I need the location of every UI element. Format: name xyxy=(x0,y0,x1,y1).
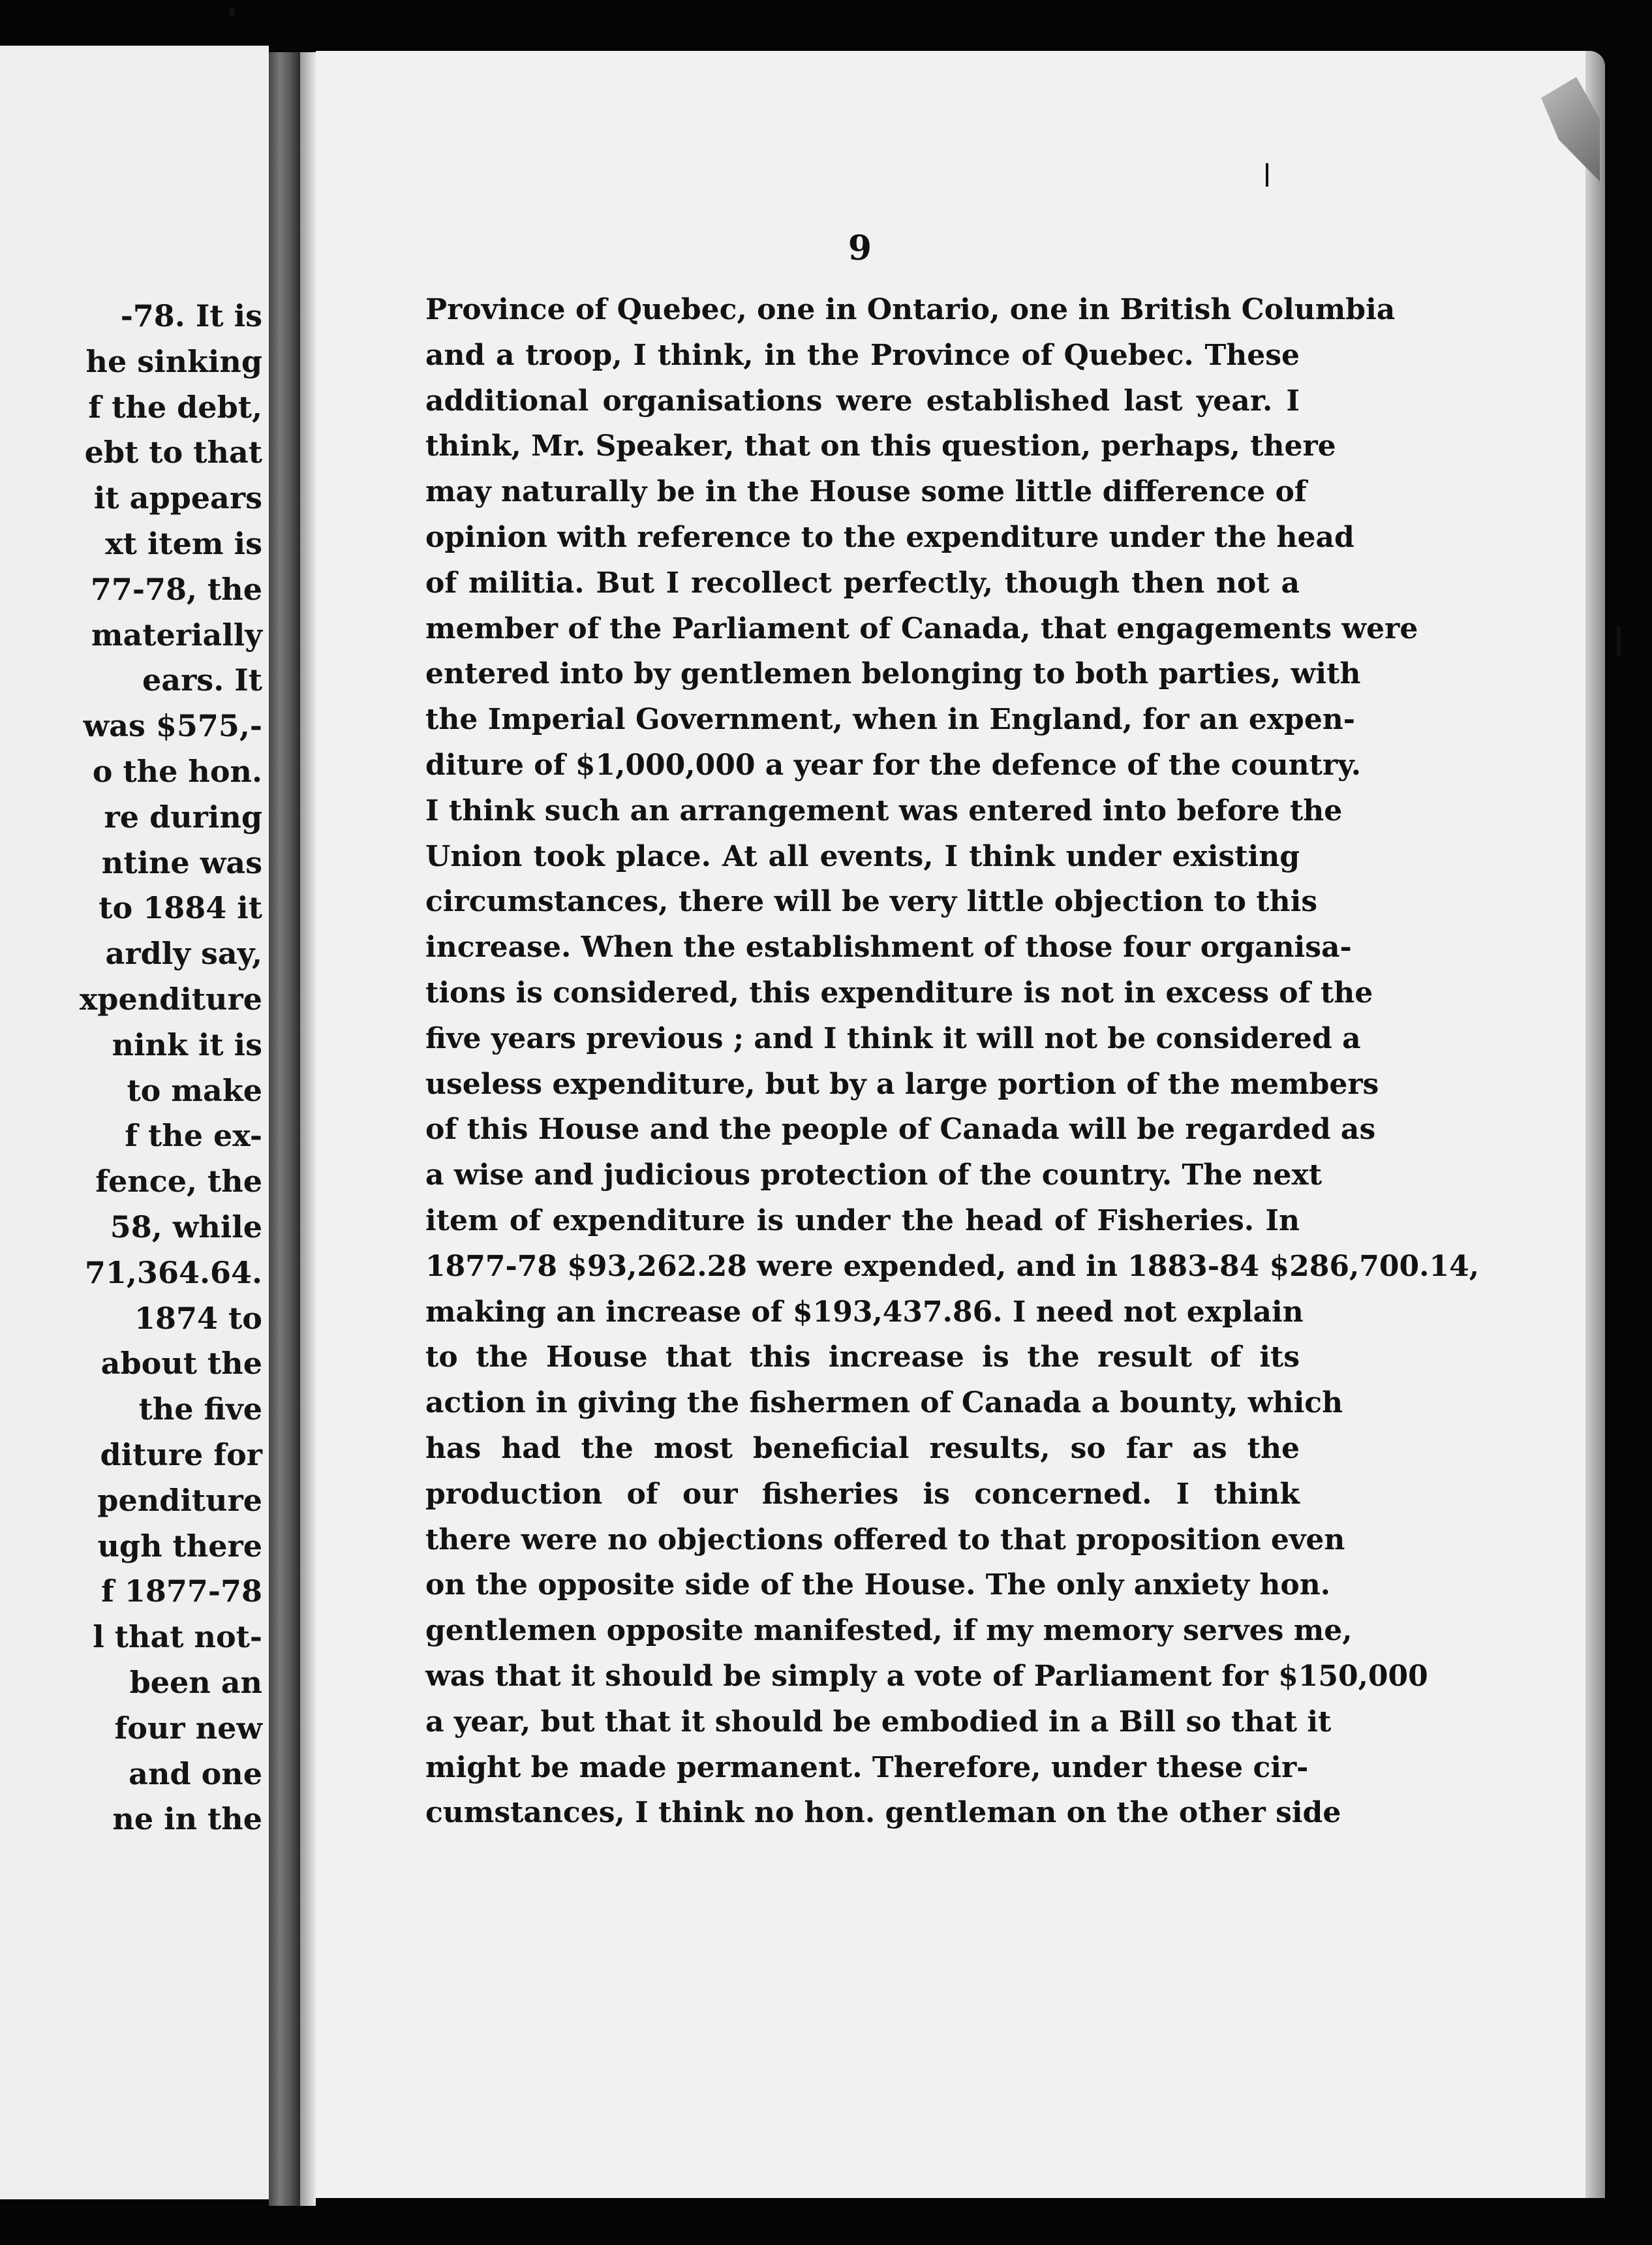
left-page-line: f the debt, xyxy=(88,389,262,425)
left-page-line: ugh there xyxy=(97,1528,262,1564)
left-page-line: fence, the xyxy=(95,1164,262,1200)
left-page-line: to 1884 it xyxy=(99,890,262,926)
left-page-line: ne in the xyxy=(112,1801,262,1837)
page-number: 9 xyxy=(848,228,872,268)
left-page-line: 77-78, the xyxy=(90,571,262,607)
body-text-line: making an increase of $193,437.86. I need not explain xyxy=(425,1295,1304,1329)
left-page-line: f 1877-78 xyxy=(101,1573,262,1609)
body-text-line: cumstances, I think no hon. gentleman on the other side xyxy=(425,1796,1341,1830)
body-text-line: there were no objections offered to that proposition even xyxy=(425,1523,1345,1556)
body-text-line: five years previous ; and I think it will not be considered a xyxy=(425,1021,1361,1055)
body-text-line: production of our fisheries is concerned. I think xyxy=(425,1477,1300,1511)
body-text-line: may naturally be in the House some little difference of xyxy=(425,475,1307,509)
left-page-line: l that not- xyxy=(93,1619,262,1655)
left-page-line: penditure xyxy=(97,1482,262,1518)
scan-speck xyxy=(1617,627,1621,657)
left-page-line: ardly say, xyxy=(105,936,262,972)
body-text-line: entered into by gentlemen belonging to both parties, with xyxy=(425,657,1361,691)
body-text-line: and a troop, I think, in the Province of Quebec. These xyxy=(425,338,1300,372)
gutter-shadow xyxy=(300,52,316,2206)
body-text-line: of this House and the people of Canada will be regarded as xyxy=(425,1113,1376,1147)
body-text-line: additional organisations were established last year. I xyxy=(425,384,1300,418)
left-page-line: to make xyxy=(127,1072,262,1108)
body-text-line: opinion with reference to the expenditure under the head xyxy=(425,520,1354,554)
body-text-line: useless expenditure, but by a large portion of the members xyxy=(425,1067,1379,1101)
left-page-line: it appears xyxy=(93,480,262,516)
page-body-text xyxy=(425,287,1480,1836)
left-page-line: re during xyxy=(104,799,262,835)
body-text-line: member of the Parliament of Canada, that engagements were xyxy=(425,612,1418,645)
left-page-line: o the hon. xyxy=(92,754,262,789)
left-page-line: 58, while xyxy=(110,1209,262,1245)
book-gutter xyxy=(269,52,300,2206)
left-page-line: four new xyxy=(114,1710,262,1746)
left-page-line: nink it is xyxy=(112,1027,262,1062)
left-page-line: was $575,- xyxy=(83,708,262,744)
left-page-line: and one xyxy=(129,1756,262,1791)
scan-speck xyxy=(1266,163,1268,187)
left-page-line: materially xyxy=(91,617,262,653)
left-page-line: f the ex- xyxy=(125,1118,262,1154)
body-text-line: think, Mr. Speaker, that on this question, perhaps, there xyxy=(425,429,1336,463)
left-page-line: 71,364.64. xyxy=(84,1254,262,1290)
body-text-line: a year, but that it should be embodied in a Bill so that it xyxy=(425,1705,1332,1739)
body-text-line: the Imperial Government, when in England, for an expen- xyxy=(425,703,1356,737)
body-text-line: increase. When the establishment of those four organisa- xyxy=(425,931,1352,965)
scan-speck xyxy=(230,8,235,17)
left-page-line: he sinking xyxy=(85,343,262,379)
body-text-line: action in giving the fishermen of Canada a bounty, which xyxy=(425,1386,1343,1420)
facing-page-left xyxy=(0,46,269,2199)
left-page-line: about the xyxy=(100,1346,262,1382)
body-text-line: was that it should be simply a vote of Parliament for $150,000 xyxy=(425,1659,1428,1693)
body-text-line: Union took place. At all events, I think under existing xyxy=(425,839,1300,873)
left-page-line: ebt to that xyxy=(84,435,262,471)
left-page-line: xt item is xyxy=(105,526,262,561)
body-text-line: might be made permanent. Therefore, under these cir- xyxy=(425,1750,1309,1784)
body-text-line: circumstances, there will be very little objection to this xyxy=(425,885,1318,919)
body-text-line: a wise and judicious protection of the country. The next xyxy=(425,1158,1323,1192)
body-text-line: 1877-78 $93,262.28 were expended, and in 1883-84 $286,700.14, xyxy=(425,1249,1480,1283)
left-page-line: been an xyxy=(129,1665,262,1700)
body-text-line: tions is considered, this expenditure is not in excess of the xyxy=(425,976,1373,1010)
left-page-line: the five xyxy=(138,1391,262,1427)
body-text-line: gentlemen opposite manifested, if my memory serves me, xyxy=(425,1614,1353,1648)
left-page-line: xpenditure xyxy=(79,982,262,1017)
body-text-line: of militia. But I recollect perfectly, though then not a xyxy=(425,566,1300,600)
left-page-line: diture for xyxy=(100,1437,262,1472)
body-text-line: item of expenditure is under the head of Fisheries. In xyxy=(425,1203,1300,1237)
body-text-line: on the opposite side of the House. The only anxiety hon. xyxy=(425,1568,1331,1602)
body-text-line: has had the most beneficial results, so far as the xyxy=(425,1431,1300,1465)
body-text-line: I think such an arrangement was entered into before the xyxy=(425,794,1343,828)
left-page-line: -78. It is xyxy=(120,298,262,333)
left-page-line: ntine was xyxy=(101,844,262,880)
body-text-line: to the House that this increase is the result of its xyxy=(425,1340,1300,1374)
left-page-line: 1874 to xyxy=(134,1300,262,1336)
page-edge xyxy=(1585,51,1605,2198)
body-text-line: Province of Quebec, one in Ontario, one in British Columbia xyxy=(425,293,1396,326)
body-text-line: diture of $1,000,000 a year for the defence of the country. xyxy=(425,748,1362,782)
left-page-line: ears. It xyxy=(142,662,262,698)
